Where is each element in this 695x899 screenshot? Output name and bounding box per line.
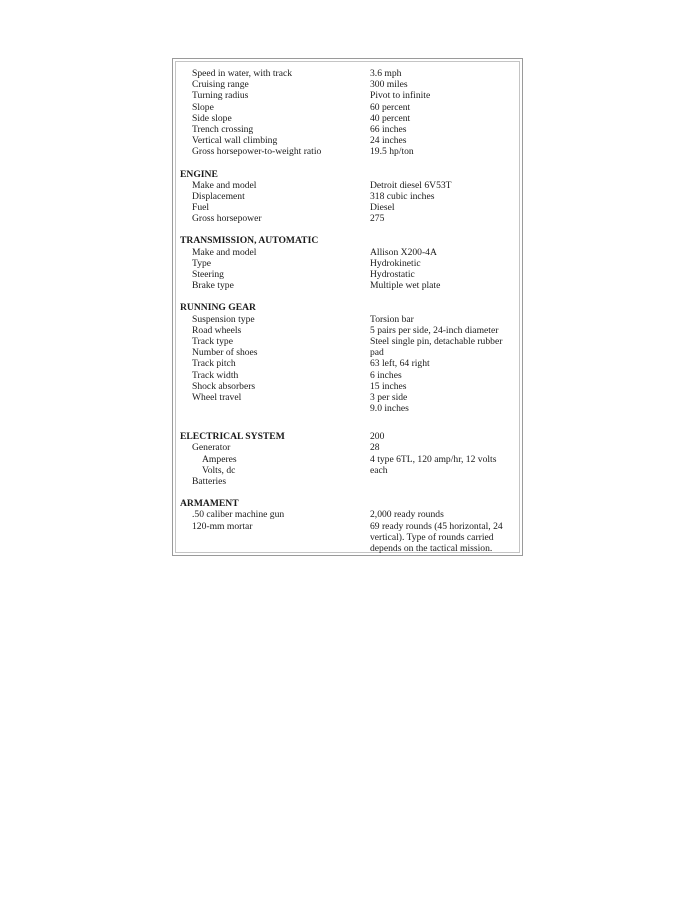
spec-row [180, 543, 520, 554]
spec-label: Trench crossing [192, 123, 254, 135]
spec-row [180, 191, 520, 202]
spec-value: Detroit diesel 6V53T [370, 179, 452, 191]
spec-value: 5 pairs per side, 24-inch diameter [370, 324, 499, 336]
spec-label: Number of shoes [192, 347, 258, 359]
spec-row [180, 509, 520, 520]
spec-row [180, 442, 520, 453]
spec-value: 19.5 hp/ton [370, 146, 414, 158]
spec-label: Track pitch [192, 358, 236, 370]
section-heading: TRANSMISSION, AUTOMATIC [180, 235, 319, 247]
spec-row [180, 202, 520, 213]
engine-section [180, 169, 520, 225]
spec-row [180, 358, 520, 369]
spec-value: 40 percent [370, 112, 411, 124]
spec-label: Steering [192, 269, 224, 280]
spec-value: Multiple wet plate [370, 280, 441, 292]
spec-label: Slope [192, 101, 214, 113]
spec-value: pad [370, 347, 384, 359]
spec-label: Suspension type [192, 313, 255, 325]
spec-value: Torsion bar [370, 313, 414, 325]
spec-value: vertical). Type of rounds carried [370, 531, 494, 543]
section-heading: RUNNING GEAR [180, 302, 256, 314]
spec-label: Type [192, 257, 212, 269]
spec-value: Pivot to infinite [370, 90, 431, 102]
spec-value: 63 left, 64 right [370, 358, 430, 370]
spec-row [180, 113, 520, 124]
section-gap [180, 487, 520, 498]
spec-value: 69 ready rounds (45 horizontal, 24 [370, 520, 503, 532]
spec-value: Hydrostatic [370, 269, 415, 280]
spec-row [180, 146, 520, 157]
section-heading: ENGINE [180, 168, 218, 180]
spec-label: Fuel [192, 202, 210, 214]
section-gap [180, 414, 520, 431]
section-gap [180, 291, 520, 302]
spec-label: Side slope [192, 112, 232, 124]
spec-label: Batteries [192, 476, 227, 487]
section-heading: ELECTRICAL SYSTEM [180, 431, 285, 443]
spec-label: Gross horsepower [192, 213, 262, 225]
spec-row [180, 336, 520, 347]
spec-label: Road wheels [192, 324, 242, 336]
spec-row [180, 102, 520, 113]
spec-row [180, 465, 520, 476]
spec-value: 9.0 inches [370, 403, 409, 415]
section-heading: ARMAMENT [180, 498, 239, 510]
spec-label: Track type [192, 335, 233, 347]
spec-label: .50 caliber machine gun [192, 509, 285, 521]
performance-section [180, 68, 520, 158]
spec-label: Make and model [192, 246, 257, 258]
spec-value: Diesel [370, 202, 395, 214]
armament-section [180, 498, 520, 554]
spec-row [180, 68, 520, 79]
spec-row [180, 180, 520, 191]
section-gap [180, 158, 520, 169]
spec-row [180, 392, 520, 403]
spec-value: 3 per side [370, 391, 408, 403]
section-heading-row [180, 431, 520, 442]
spec-value: 15 inches [370, 380, 407, 392]
spec-value: Steel single pin, detachable rubber [370, 335, 503, 347]
spec-label: Turning radius [192, 90, 249, 102]
spec-value: 24 inches [370, 135, 407, 147]
spec-table [180, 68, 520, 554]
spec-row [180, 476, 520, 487]
spec-value: 2,000 ready rounds [370, 509, 444, 521]
spec-label: Amperes [202, 453, 237, 465]
spec-label: Speed in water, with track [192, 68, 293, 79]
spec-value: 66 inches [370, 123, 407, 135]
spec-value: each [370, 464, 388, 476]
spec-row [180, 213, 520, 224]
spec-label: Brake type [192, 280, 234, 292]
spec-value: Hydrokinetic [370, 257, 421, 269]
spec-row [180, 347, 520, 358]
spec-row [180, 403, 520, 414]
spec-row [180, 454, 520, 465]
transmission-section [180, 235, 520, 291]
running-gear-section [180, 302, 520, 414]
spec-row [180, 280, 520, 291]
spec-label: Vertical wall climbing [192, 135, 278, 147]
spec-label: Generator [192, 442, 231, 454]
spec-label: Gross horsepower-to-weight ratio [192, 146, 322, 158]
spec-row [180, 135, 520, 146]
spec-row [180, 258, 520, 269]
spec-row [180, 124, 520, 135]
spec-label: Track width [192, 369, 239, 381]
spec-label: Cruising range [192, 79, 249, 91]
spec-value: 318 cubic inches [370, 190, 435, 202]
spec-row [180, 269, 520, 280]
spec-row [180, 247, 520, 258]
spec-value: 60 percent [370, 101, 411, 113]
spec-row [180, 370, 520, 381]
section-gap [180, 224, 520, 235]
spec-row [180, 90, 520, 101]
spec-row [180, 325, 520, 336]
spec-label: Wheel travel [192, 391, 242, 403]
spec-value: 275 [370, 213, 385, 225]
spec-label: Displacement [192, 190, 245, 202]
spec-value: depends on the tactical mission. [370, 542, 493, 554]
spec-row [180, 521, 520, 532]
spec-label: Make and model [192, 179, 257, 191]
spec-value: 28 [370, 442, 380, 454]
spec-value: 6 inches [370, 369, 402, 381]
electrical-section [180, 431, 520, 487]
spec-value: 3.6 mph [370, 68, 402, 79]
spec-row [180, 314, 520, 325]
spec-value: 200 [370, 431, 385, 443]
spec-label: Shock absorbers [192, 380, 256, 392]
spec-value: Allison X200-4A [370, 246, 437, 258]
spec-value: 300 miles [370, 79, 408, 91]
spec-label: Volts, dc [202, 464, 236, 476]
spec-row [180, 532, 520, 543]
spec-row [180, 381, 520, 392]
spec-row [180, 79, 520, 90]
spec-label: 120-mm mortar [192, 520, 253, 532]
spec-value: 4 type 6TL, 120 amp/hr, 12 volts [370, 453, 497, 465]
